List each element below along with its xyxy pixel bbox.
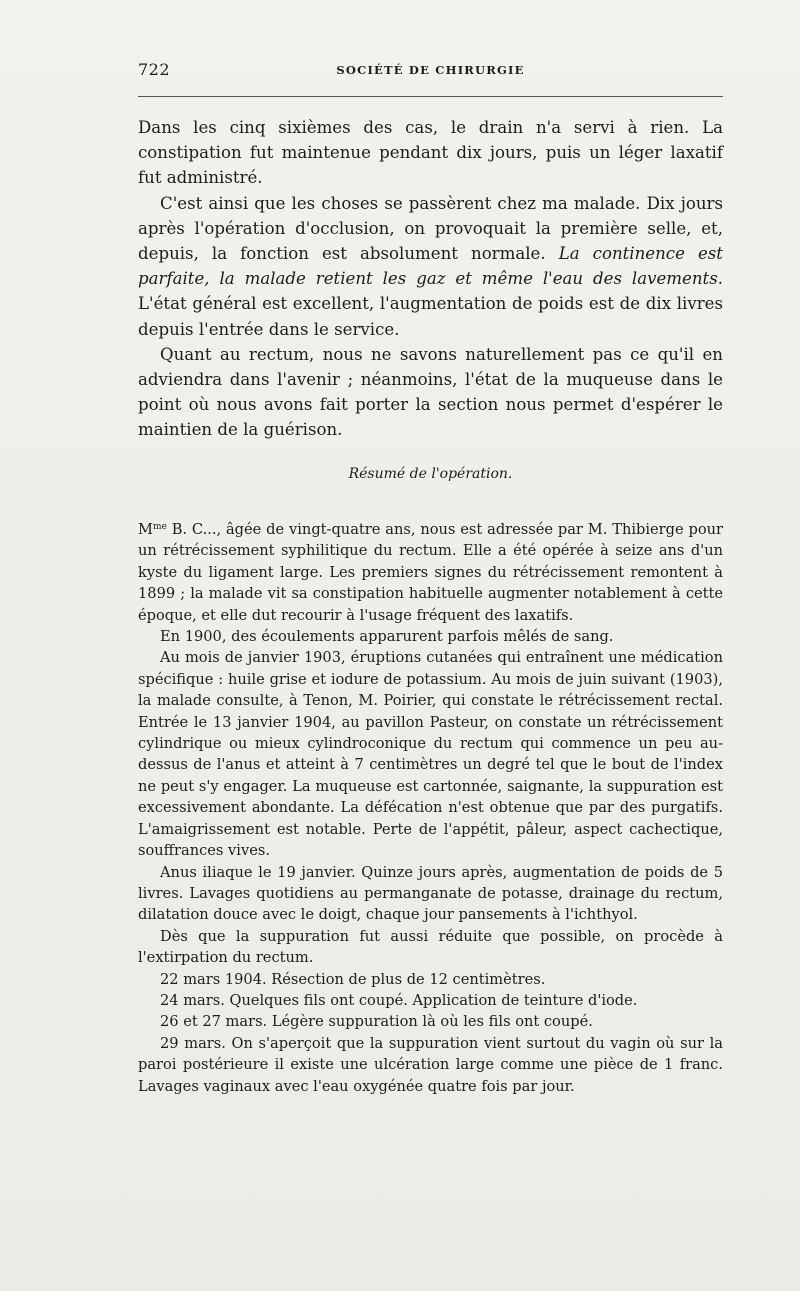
summary-paragraph: Au mois de janvier 1903, éruptions cutanées qui entraînent une médication spécifique : huile grise et iodure de potassium. Au mois de juin suivant (1903), la malade consulte, à Tenon, M. Poirier, qui constate le rétrécissement rectal. Entrée le 13 janvier 1904, au pavillon Pasteur, on constate un rétrécissement cylindrique ou mieux cylindroconique du rectum qui commence un peu au-dessus de l'anus et atteint à 7 centimètres un degré tel que le bout de l'index ne peut s'y engager. La muqueuse est cartonnée, saignante, la suppuration est excessivement abondante. La défécation n'est obtenue que par des purgatifs. L'amaigrissement est notable. Perte de l'appétit, pâleur, aspect cachectique, souffrances vives.: [138, 649, 723, 860]
section-title: Résumé de l'opération.: [348, 466, 513, 482]
summary-paragraph: [138, 519, 723, 626]
paragraph-patient-outcome: [138, 191, 723, 342]
summary-text: B. C..., âgée de vingt-quatre ans, nous est adressée par M. Thibierge pour un rétrécissement syphilitique du rectum. Elle a été opérée à seize ans d'un kyste du ligament large. Les premiers signes du rétrécissement remontent à 1899 ; la malade vit sa constipation habituelle augmenter notablement à cette époque, et elle dut recourir à l'usage fréquent des laxatifs.: [138, 521, 723, 624]
summary-paragraph: 24 mars. Quelques fils ont coupé. Application de teinture d'iode.: [160, 991, 638, 1009]
page-header: [138, 60, 723, 84]
honorific-superscript: me: [152, 522, 167, 532]
honorific: M: [138, 521, 153, 538]
page-number: 722: [138, 60, 171, 79]
summary-paragraph: Dès que la suppuration fut aussi réduite que possible, on procède à l'extirpation du rectum.: [138, 927, 723, 967]
summary-paragraph: 26 et 27 mars. Légère suppuration là où les fils ont coupé.: [160, 1013, 593, 1031]
main-text: [138, 115, 723, 443]
paragraph-drain: Dans les cinq sixièmes des cas, le drain n'a servi à rien. La constipation fut maintenue pendant dix jours, puis un léger laxatif fut administré.: [138, 118, 723, 188]
running-title: SOCIÉTÉ DE CHIRURGIE: [336, 63, 525, 77]
summary-paragraph: 29 mars. On s'aperçoit que la suppuration vient surtout du vagin où sur la paroi postérieure il existe une ulcération large comme une pièce de 1 franc. Lavages vaginaux avec l'eau oxygénée quatre fois par jour.: [138, 1034, 723, 1095]
operation-summary: [138, 519, 723, 1097]
italic-continence-text: La continence est parfaite, la malade retient les gaz et même l'eau des lavements.: [138, 244, 723, 289]
paragraph-text: L'état général est excellent, l'augmentation de poids est de dix livres depuis l'entrée dans le service.: [138, 294, 723, 339]
paragraph-text: C'est ainsi que les choses se passèrent chez ma malade. Dix jours après l'opération d'occlusion, on provoquait la première selle, et, depuis, la fonction est absolument normale.: [138, 193, 723, 264]
summary-paragraph: 22 mars 1904. Résection de plus de 12 centimètres.: [160, 970, 546, 988]
summary-paragraph: Anus iliaque le 19 janvier. Quinze jours après, augmentation de poids de 5 livres. Lavages quotidiens au permanganate de potasse, drainage du rectum, dilatation douce avec le doigt, chaque jour pansements à l'ichthyol.: [138, 863, 723, 924]
summary-paragraph: En 1900, des écoulements apparurent parfois mêlés de sang.: [160, 628, 614, 646]
header-rule: [138, 96, 723, 97]
paragraph-rectum: Quant au rectum, nous ne savons naturellement pas ce qu'il en adviendra dans l'avenir ; néanmoins, l'état de la muqueuse dans le point où nous avons fait porter la section nous permet d'espérer le maintien de la guérison.: [138, 344, 723, 440]
